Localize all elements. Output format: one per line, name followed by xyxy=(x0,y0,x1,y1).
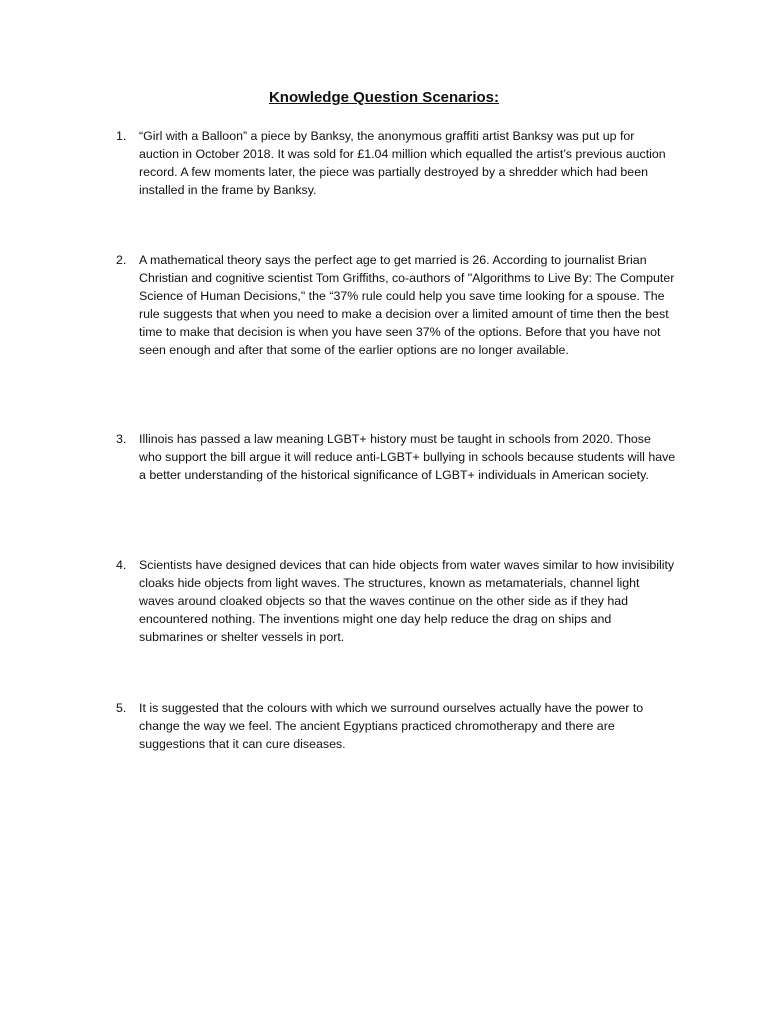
scenario-text: Scientists have designed devices that can hide objects from water waves similar to how invisibility cloaks hide objects from light waves. The structures, known as metamaterials, channel light waves around cloaked objects so that the waves continue on the other side as if they had encountered nothing. The inventions might one day help reduce the drag on ships and submarines or shelter vessels in port. xyxy=(139,558,675,644)
scenario-text: It is suggested that the colours with which we surround ourselves actually have the power to change the way we feel. The ancient Egyptians practiced chromotherapy and there are suggestions that it can cure diseases. xyxy=(139,701,644,751)
scenario-item-2 xyxy=(116,252,676,359)
scenario-text: A mathematical theory says the perfect age to get married is 26. According to journalist Brian Christian and cognitive scientist Tom Griffiths, co-authors of "Algorithms to Live By: The Computer Science of Human Decisions," the “37% rule could help you save time looking for a spouse. The rule suggests that when you need to make a decision over a limited amount of time then the best time to make that decision is when you have seen 37% of the options. Before that you have not seen enough and after that some of the earlier options are no longer available. xyxy=(139,253,675,357)
scenario-number: 4. xyxy=(116,558,127,572)
scenario-number: 1. xyxy=(116,129,127,143)
scenario-item-1 xyxy=(116,128,676,200)
scenario-text: Illinois has passed a law meaning LGBT+ history must be taught in schools from 2020. Those who support the bill argue it will reduce anti-LGBT+ bullying in schools because students will have a better understanding of the historical significance of LGBT+ individuals in American society. xyxy=(139,432,676,482)
scenario-number: 5. xyxy=(116,701,127,715)
scenario-item-4 xyxy=(116,557,676,647)
scenario-number: 2. xyxy=(116,253,127,267)
document-title: Knowledge Question Scenarios: xyxy=(268,89,500,106)
scenario-text: “Girl with a Balloon” a piece by Banksy, the anonymous graffiti artist Banksy was put up for auction in October 2018. It was sold for £1.04 million which equalled the artist’s previous auction record. A few moments later, the piece was partially destroyed by a shredder which had been installed in the frame by Banksy. xyxy=(139,129,666,197)
scenario-item-5 xyxy=(116,700,676,754)
scenario-number: 3. xyxy=(116,432,127,446)
scenario-item-3 xyxy=(116,431,676,485)
